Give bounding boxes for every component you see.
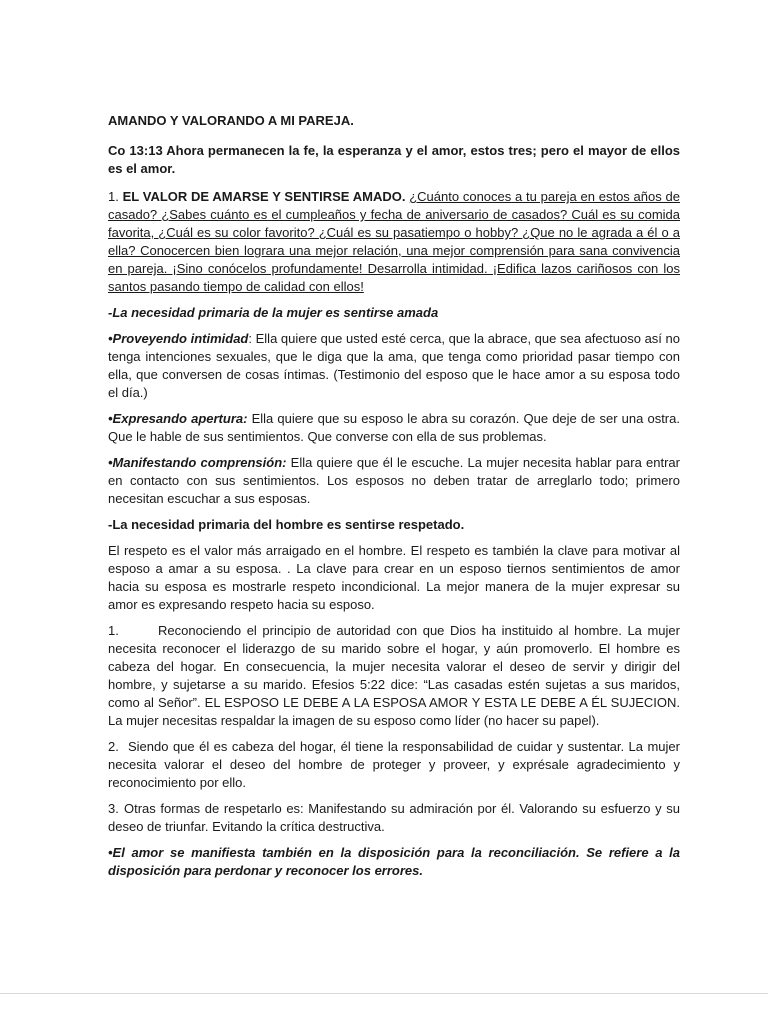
- men-intro-paragraph: El respeto es el valor más arraigado en el hombre. El respeto es también la clave para motivar al esposo a amar a su esposa. . La clave para crear en un esposo tiernos sentimientos de amor hacia su esposa es mostrarle respeto incondicional. La mejor manera de la mujer expresar su amor es expresando respeto hacia su esposo.: [108, 543, 680, 612]
- page-divider: [0, 993, 768, 994]
- women-point-openness: [108, 410, 680, 446]
- women-point-text: Ella quiere que usted esté cerca, que la abrace, que sea afectuoso así no tenga intenciones sexuales, que le diga que la ama, que tenga como prioridad pasar tiempo con ella, que conversen de cosas íntimas. (Testimonio del esposo que le hace amor a su esposa todo el día.): [108, 331, 681, 400]
- closing-statement: •El amor se manifiesta también en la disposición para la reconciliación. Se refiere a la disposición para perdonar y reconocer los errores.: [108, 845, 680, 878]
- women-point-label: •Manifestando comprensión:: [108, 455, 287, 470]
- list-text: Siendo que él es cabeza del hogar, él tiene la responsabilidad de cuidar y sustentar. La mujer necesita valorar el deseo del hombre de proteger y proveer, y exprésale agradecimiento y reconocimiento por ello.: [108, 739, 680, 790]
- document-title: AMANDO Y VALORANDO A MI PAREJA.: [108, 113, 354, 128]
- list-number: 2.: [108, 739, 119, 754]
- list-text: Reconociendo el principio de autoridad con que Dios ha instituido al hombre. La mujer necesita reconocer el liderazgo de su marido sobre el hogar, y aún promoverlo. El hombre es cabeza del hogar. En consecuencia, la mujer necesita valorar el deseo de servir y dirigir del hombre, y sujetarse a su marido. Efesios 5:22 dice: “Las casadas estén sujetas a sus maridos, como al Señor”. EL ESPOSO LE DEBE A LA ESPOSA AMOR Y ESTA LE DEBE A ÉL SUJECION. La mujer necesitas respaldar la imagen de su esposo como líder (no hacer su papel).: [108, 623, 680, 728]
- section-1-text: ¿Cuánto conoces a tu pareja en estos años de casado? ¿Sabes cuánto es el cumpleaños y fecha de aniversario de casados? Cuál es su comida favorita, ¿Cuál es su color favorito? ¿Cuál es su pasatiempo o hobby? ¿Que no le agrada a él o a ella? Conocercen bien lograra una mejor relación, una mejor comprensión para sana convivencia en pareja. ¡Sino conócelos profundamente! Desarrolla intimidad. ¡Edifica lazos cariñosos con los santos pasando tiempo de calidad con ellos!: [108, 189, 680, 294]
- women-point-text: Ella quiere que su esposo le abra su corazón. Que deje de ser una ostra. Que le hable de sus sentimientos. Que converse con ella de sus problemas.: [108, 411, 680, 444]
- list-number: 1.: [108, 623, 119, 638]
- women-point-text: Ella quiere que él le escuche. La mujer necesita hablar para entrar en contacto con sus sentimientos. Los esposos no deben tratar de arreglarlo todo; primero necesitan escuchar a sus esposas.: [108, 455, 680, 506]
- women-point-understanding: [108, 454, 680, 508]
- label-separator: :: [248, 331, 256, 346]
- list-number: 3.: [108, 801, 119, 816]
- women-point-label: •Proveyendo intimidad: [108, 331, 249, 346]
- men-point-1: [108, 622, 680, 730]
- men-need-heading: -La necesidad primaria del hombre es sentirse respetado.: [108, 517, 465, 532]
- women-point-label: •Expresando apertura:: [108, 411, 248, 426]
- list-text: Otras formas de respetarlo es: Manifestando su admiración por él. Valorando su esfuerzo y su deseo de triunfar. Evitando la crítica destructiva.: [108, 801, 680, 834]
- section-1-heading: EL VALOR DE AMARSE Y SENTIRSE AMADO.: [122, 189, 406, 204]
- document-body: [108, 112, 680, 888]
- section-1-number: 1.: [108, 189, 119, 204]
- men-point-3: [108, 800, 680, 836]
- men-point-2: [108, 738, 680, 792]
- women-point-intimacy: [108, 330, 680, 402]
- bible-verse: Co 13:13 Ahora permanecen la fe, la esperanza y el amor, estos tres; pero el mayor de ellos es el amor.: [108, 143, 680, 176]
- section-1-paragraph: [108, 188, 680, 296]
- women-need-heading: -La necesidad primaria de la mujer es sentirse amada: [108, 305, 439, 320]
